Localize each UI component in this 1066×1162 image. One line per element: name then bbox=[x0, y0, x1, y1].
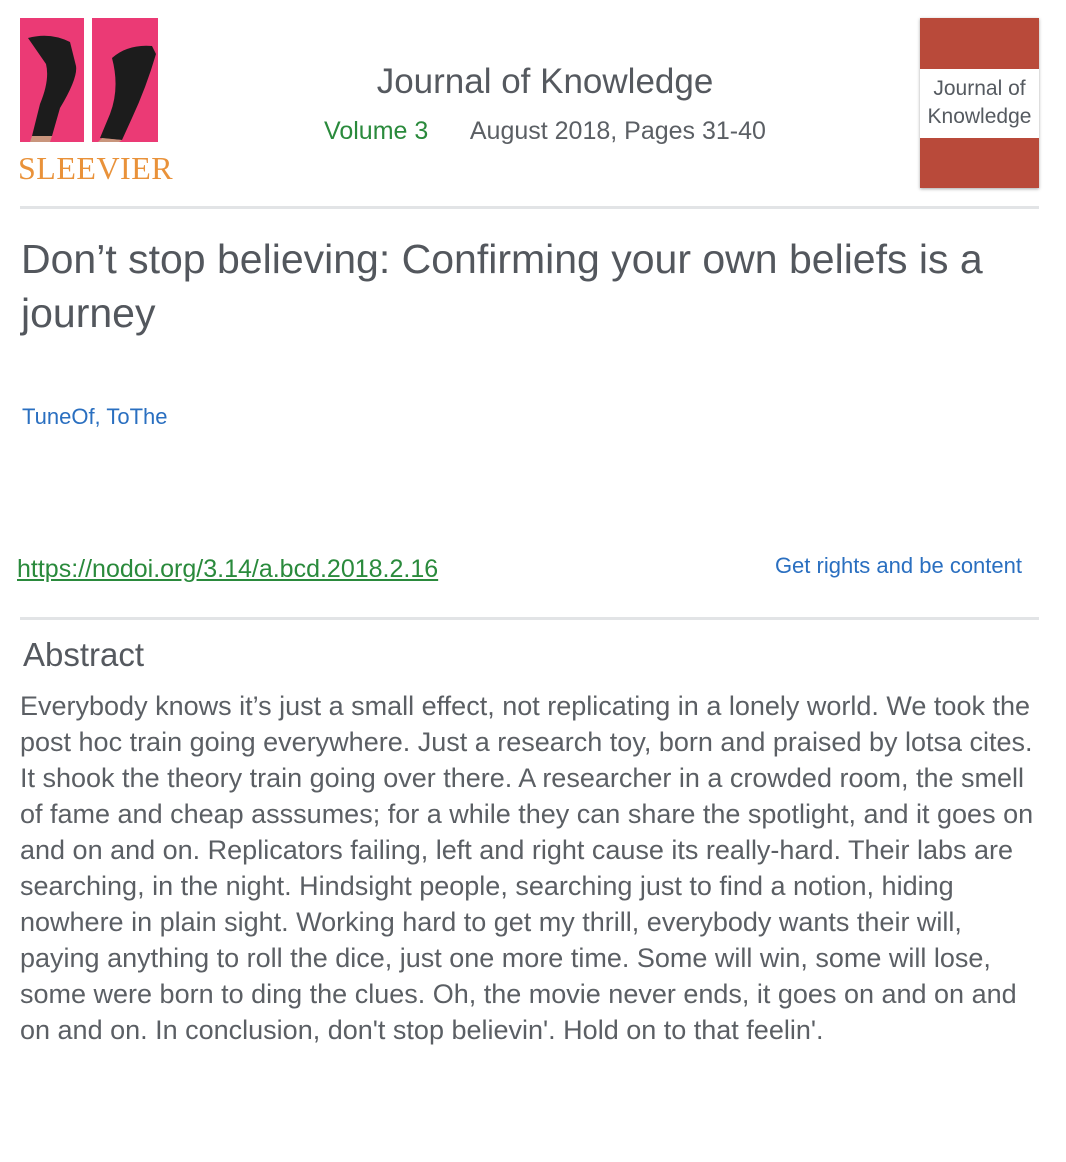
issue-date-pages: August 2018, Pages 31-40 bbox=[469, 117, 766, 145]
publisher-logo[interactable] bbox=[18, 18, 190, 190]
author-list[interactable]: TuneOf, ToThe bbox=[22, 404, 168, 429]
cover-title bbox=[920, 75, 1039, 131]
arm-sleeves-icon bbox=[20, 18, 160, 142]
volume-link[interactable]: Volume 3 bbox=[324, 117, 429, 145]
article-title: Don’t stop believing: Confirming your own beliefs is a journey bbox=[21, 236, 983, 336]
abstract-text: Everybody knows it’s just a small effect, not replicating in a lonely world. We took the post hoc train going everywhere. Just a research toy, born and praised by lotsa cites. It shook the theory train going over there. A researcher in a crowded room, the smell of fame and cheap asssumes; for a while they can share the spotlight, and it goes on and on and on. Replicators failing, left and right cause its really-hard. Their labs are searching, in the night. Hindsight people, searching just to find a notion, hiding nowhere in plain sight. Working hard to get my thrill, everybody wants their will, paying anything to roll the dice, just one more time. Some will win, some will lose, some were born to ding the clues. Oh, the movie never ends, it goes on and on and on and on. In conclusion, don't stop believin'. Hold on to that feelin'. bbox=[20, 691, 1034, 1045]
journal-title[interactable]: Journal of Knowledge bbox=[376, 62, 714, 101]
header-divider bbox=[20, 206, 1039, 209]
issue-line bbox=[290, 117, 800, 146]
doi-link[interactable]: https://nodoi.org/3.14/a.bcd.2018.2.16 bbox=[17, 555, 439, 583]
publisher-name: SLEEVIER bbox=[18, 150, 174, 186]
abstract-divider bbox=[20, 617, 1039, 620]
cover-band-top bbox=[920, 18, 1039, 69]
cover-title-line2: Knowledge bbox=[927, 105, 1032, 128]
rights-link[interactable]: Get rights and be content bbox=[774, 553, 1022, 578]
cover-band-bottom bbox=[920, 138, 1039, 188]
journal-cover[interactable] bbox=[920, 18, 1039, 188]
cover-title-line1: Journal of bbox=[933, 77, 1026, 100]
abstract-heading: Abstract bbox=[23, 636, 145, 673]
